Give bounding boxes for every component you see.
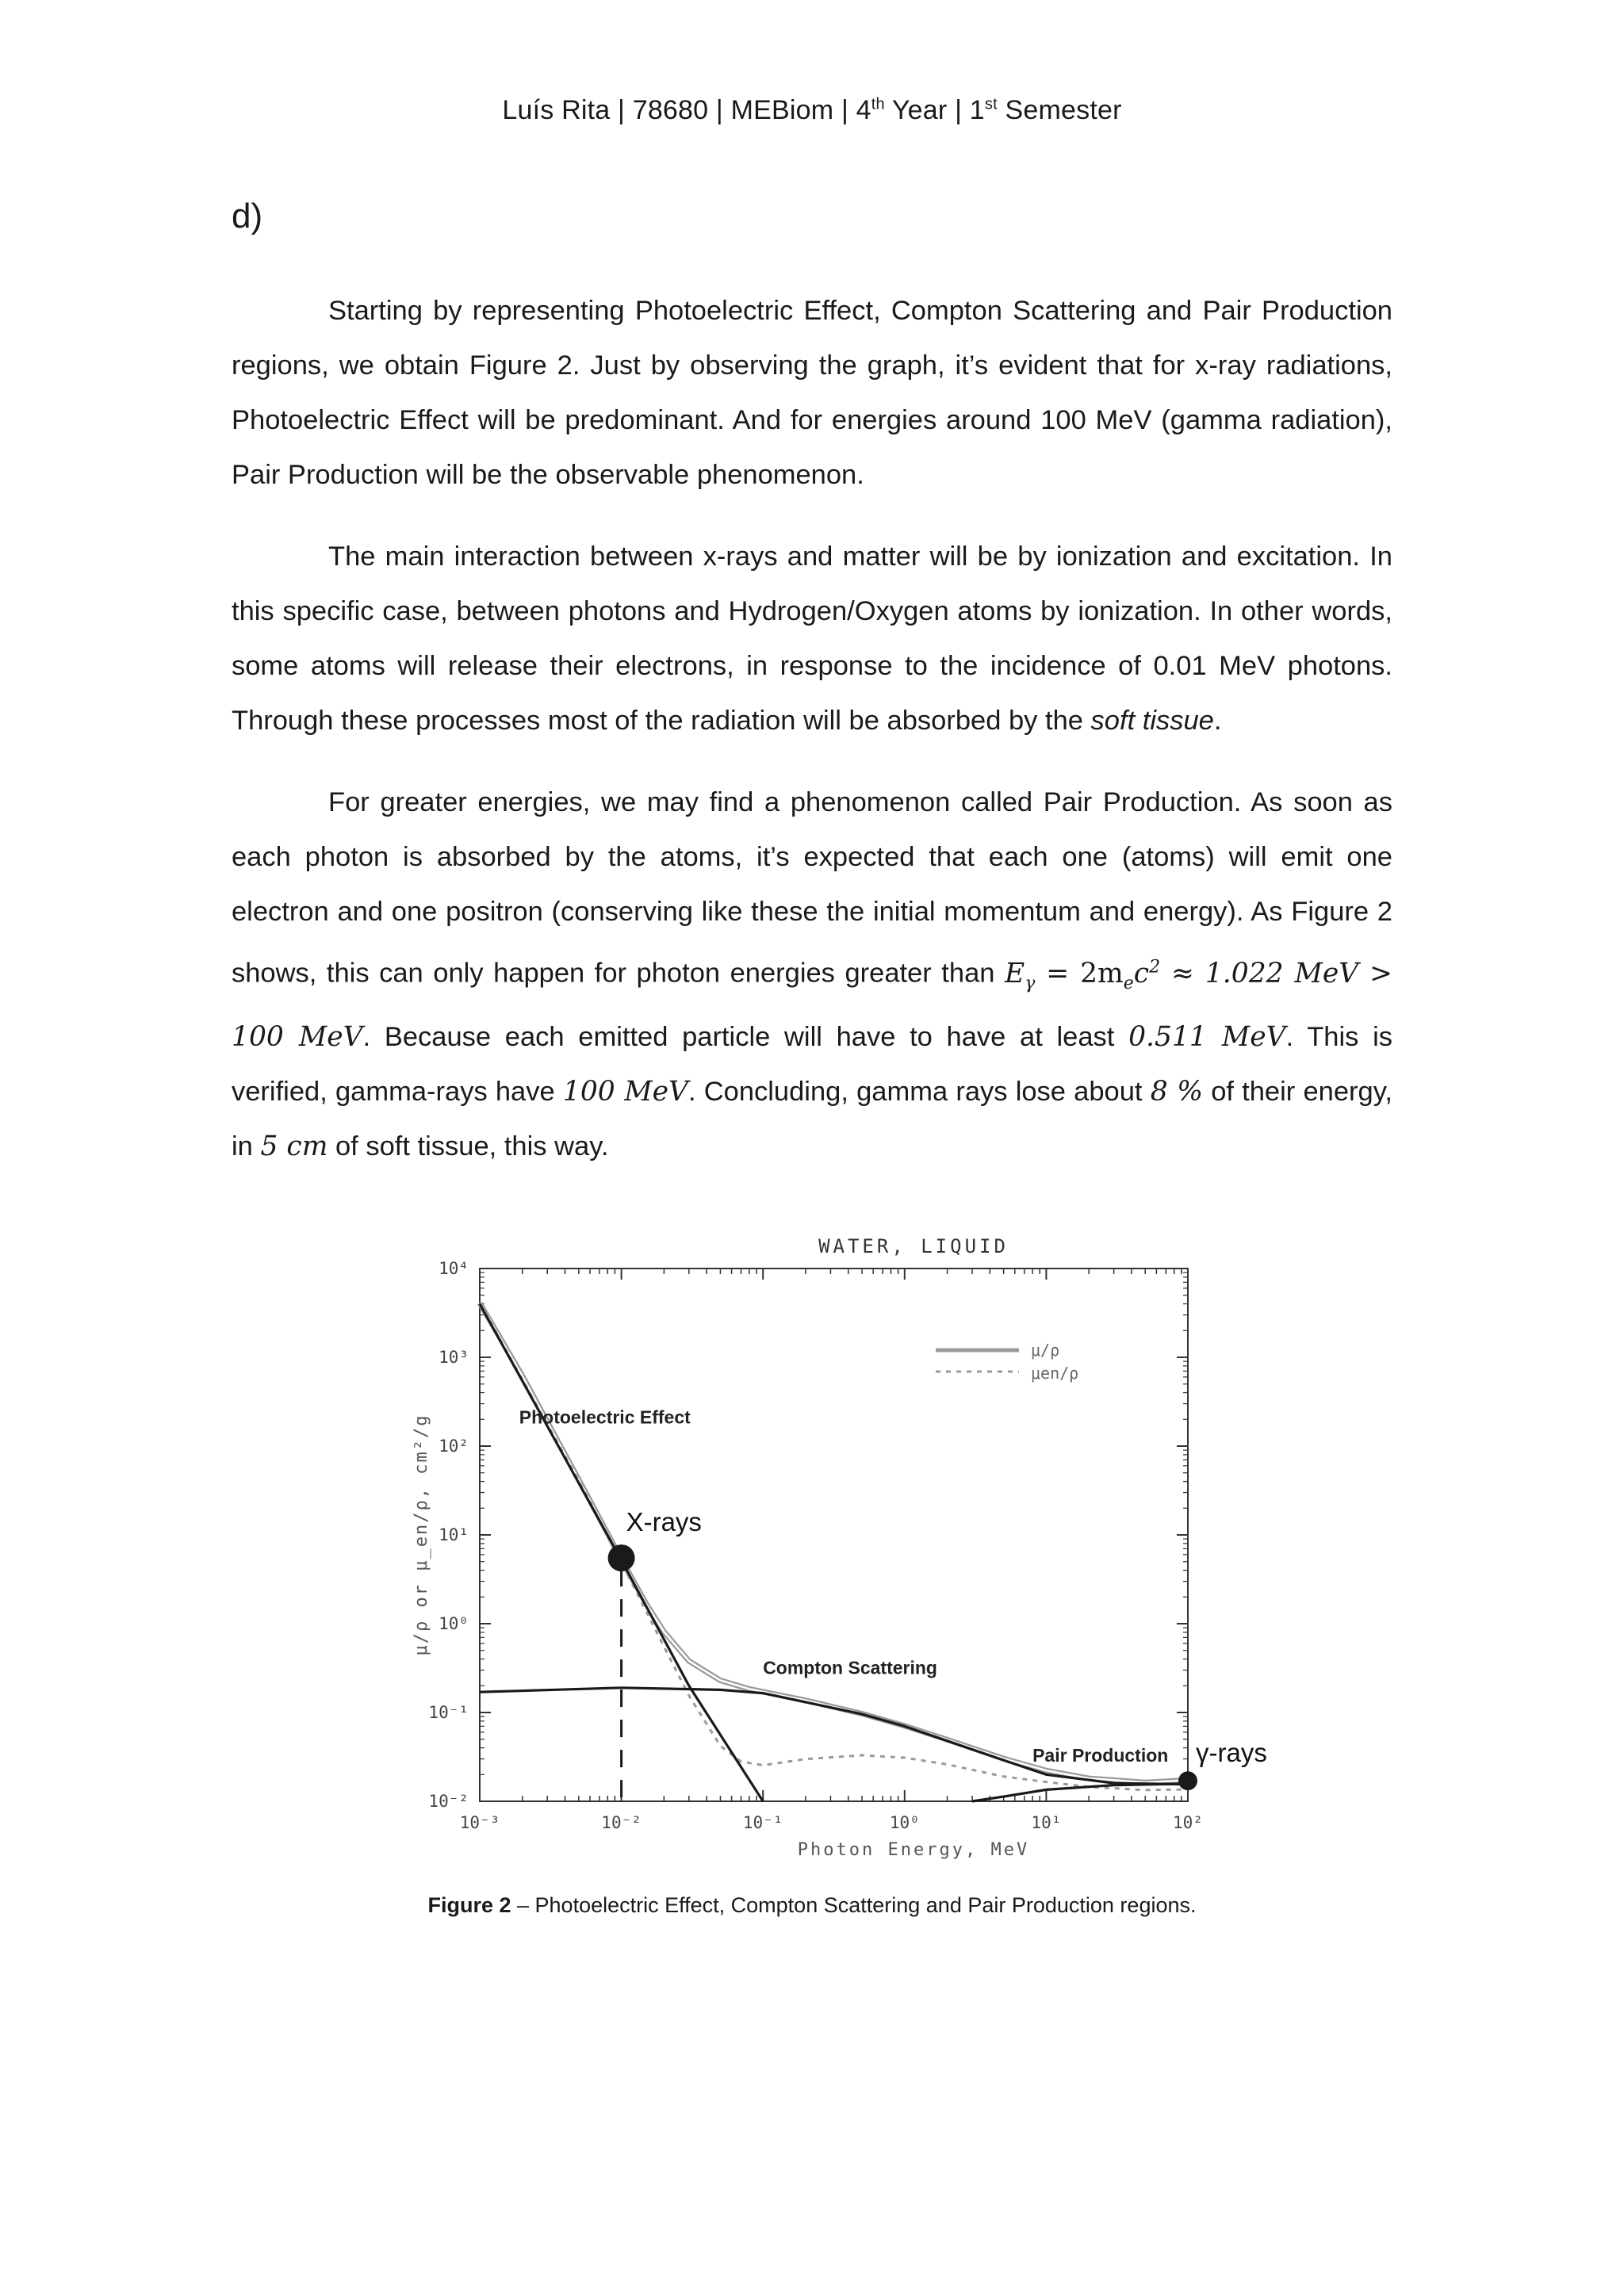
eq-c-sup: 2 <box>1149 957 1161 977</box>
x-tick-label: 10² <box>1173 1813 1203 1832</box>
semester-suffix: st <box>984 95 998 113</box>
course-name: MEBiom <box>730 95 834 125</box>
header-separator: | <box>841 95 848 125</box>
x-tick-label: 10⁻² <box>601 1813 642 1832</box>
value-5cm: 5 cm <box>260 1131 328 1163</box>
annotation-gamma-rays: γ-rays <box>1196 1738 1267 1768</box>
annotation-gamma-rays-marker <box>1178 1771 1197 1790</box>
chart-title: WATER, LIQUID <box>818 1235 1009 1257</box>
x-tick-label: 10⁰ <box>889 1813 920 1832</box>
series-pair-production <box>972 1784 1188 1801</box>
value-8-percent: 8 % <box>1150 1076 1204 1108</box>
figure-caption <box>0 1893 1624 1918</box>
paragraph-1: Starting by representing Photoelectric Effect, Compton Scattering and Pair Production regions, we obtain Figure 2. Just by observing the graph, it’s evident that for x-ray radiations, Photoelectric Effect will be predominant. And for energies around 100 MeV (gamma radiation), Pair Production will be the observable phenomenon. <box>232 296 1392 490</box>
header-separator: | <box>715 95 723 125</box>
author-name: Luís Rita <box>502 95 611 125</box>
y-tick-label: 10⁻² <box>428 1792 469 1811</box>
y-tick-label: 10⁻¹ <box>428 1703 469 1722</box>
header-separator: | <box>955 95 963 125</box>
series-en <box>480 1303 1188 1790</box>
y-tick-label: 10² <box>439 1437 469 1456</box>
semester-number: 1 <box>969 95 985 125</box>
annotation-photoelectric: Photoelectric Effect <box>519 1406 691 1428</box>
eq-e: E <box>1005 957 1025 989</box>
x-tick-label: 10⁻¹ <box>742 1813 783 1832</box>
legend-label-mu-en-rho: μen/ρ <box>1031 1364 1079 1383</box>
annotation-x-rays-marker <box>608 1544 635 1571</box>
figure-2 <box>396 1221 1293 1879</box>
paragraph-3 <box>232 775 1392 1174</box>
value-0511: 0.511 MeV <box>1128 1021 1286 1054</box>
figure-caption-text: – Photoelectric Effect, Compton Scattering and Pair Production regions. <box>511 1893 1197 1917</box>
year-suffix: th <box>871 95 885 113</box>
paragraph-2 <box>232 530 1392 748</box>
x-tick-label: 10⁻³ <box>459 1813 500 1832</box>
eq-mid: = 2m <box>1046 957 1124 989</box>
year-word: Year <box>891 95 948 125</box>
attenuation-chart <box>396 1221 1293 1879</box>
y-tick-label: 10⁴ <box>439 1259 469 1278</box>
plot-frame <box>480 1269 1188 1801</box>
section-label: d) <box>232 197 263 235</box>
paragraph-3-text-e: of their energy, in <box>232 1077 1392 1162</box>
paragraph-3-text-d: . Concluding, gamma rays lose about <box>688 1077 1143 1108</box>
eq-c: c <box>1133 957 1150 989</box>
year-number: 4 <box>856 95 871 125</box>
series-compton-scattering <box>480 1688 1188 1785</box>
chart-xlabel: Photon Energy, MeV <box>797 1840 1030 1860</box>
paragraph-2-text: The main interaction between x-rays and matter will be by ionization and excitation. In this specific case, between photons and Hydrogen/Oxygen atoms by ionization. In other words, some atoms will release their electrons, in response to the incidence of 0.01 MeV photons. Through these processes most of the radiation will be absorbed by the <box>232 541 1392 736</box>
x-tick-label: 10¹ <box>1031 1813 1062 1832</box>
student-number: 78680 <box>632 95 709 125</box>
annotation-pair-production: Pair Production <box>1032 1744 1169 1766</box>
paragraph-3-text-c: . This is verified, gamma-rays have <box>232 1022 1392 1108</box>
figure-caption-label: Figure 2 <box>427 1893 511 1917</box>
eq-e-sub: e <box>1123 973 1134 993</box>
series--outline <box>480 1303 1188 1783</box>
soft-tissue-emphasis: soft tissue <box>1090 706 1214 736</box>
annotation-x-rays: X-rays <box>626 1507 702 1537</box>
y-tick-label: 10³ <box>439 1348 469 1367</box>
page-header <box>0 95 1624 126</box>
paragraph-3-text-f: of soft tissue, this way. <box>335 1131 609 1162</box>
series- <box>480 1303 1188 1783</box>
y-tick-label: 10¹ <box>439 1525 469 1544</box>
paragraph-2-end: . <box>1213 706 1222 736</box>
chart-ylabel: μ/ρ or μ_en/ρ, cm²/g <box>412 1414 431 1656</box>
annotation-compton: Compton Scattering <box>763 1657 937 1678</box>
y-tick-label: 10⁰ <box>439 1614 469 1633</box>
eq-gamma: γ <box>1025 973 1036 993</box>
body-text <box>232 284 1392 1201</box>
eq-rhs: ≈ 1.022 MeV > 100 MeV <box>232 957 1393 1054</box>
paragraph-3-text-b: . Because each emitted particle will have to have at least <box>362 1022 1115 1053</box>
legend-label-mu-rho: μ/ρ <box>1031 1341 1060 1360</box>
paragraph-3-text-a: For greater energies, we may find a phenomenon called Pair Production. As soon as each photon is absorbed by the atoms, it’s expected that each one (atoms) will emit one electron and one positron (conserving like these the initial momentum and energy). As Figure 2 shows, this can only happen for photon energies greater than <box>232 787 1392 989</box>
semester-word: Semester <box>1005 95 1122 125</box>
value-100mev: 100 MeV <box>562 1076 688 1108</box>
header-separator: | <box>618 95 626 125</box>
